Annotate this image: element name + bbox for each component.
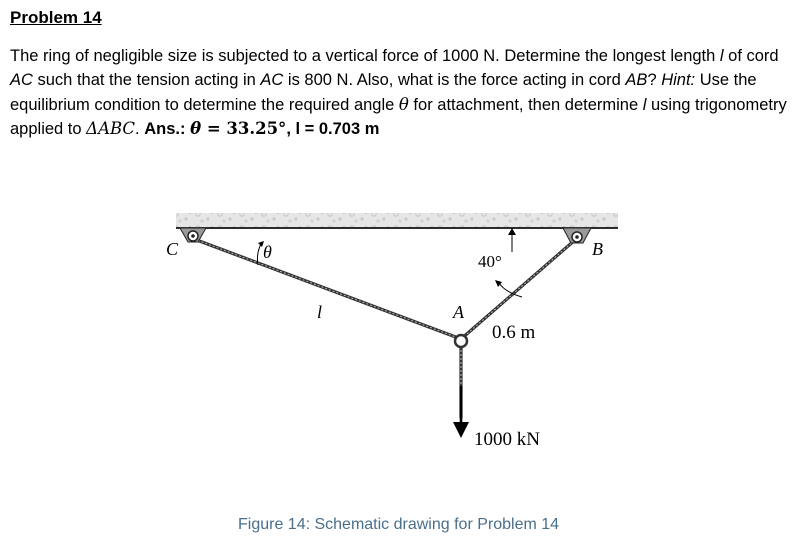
var-l: l: [642, 95, 647, 114]
text-segment: The ring of negligible size is subjected to a vertical force of 1000 N. Determine the longest length: [10, 47, 720, 65]
ring-cord-diagram: [150, 196, 630, 496]
var-theta: θ: [398, 94, 409, 114]
text-segment: for attachment, then determine: [408, 95, 643, 114]
ceiling-support: [176, 213, 618, 228]
text-segment: ?: [647, 71, 662, 90]
hint-label: Hint:: [661, 71, 696, 90]
var-ac: AC: [10, 71, 33, 90]
pin-c-center: [191, 234, 195, 238]
answer-theta-value: = 33.25°: [201, 118, 287, 138]
figure-caption: Figure 14: Schematic drawing for Problem 14: [238, 516, 560, 533]
problem-heading: Problem 14: [10, 8, 102, 27]
text-segment: Use the equilibrium condition to determine the required angle: [10, 71, 757, 114]
text-segment: using trigonometry applied to: [10, 95, 787, 138]
triangle-abc: ΔABC: [86, 118, 136, 138]
pin-b-center: [575, 235, 579, 239]
label-c: C: [166, 239, 179, 259]
ring-a: [455, 335, 467, 347]
label-length: 0.6 m: [492, 322, 536, 343]
var-l: l: [719, 47, 724, 65]
text-segment: of cord: [723, 47, 779, 65]
label-theta: θ: [263, 242, 272, 262]
label-angle: 40°: [478, 252, 502, 271]
label-b: B: [592, 239, 603, 259]
angle-40-ref-arrow: [508, 228, 516, 235]
label-a: A: [453, 302, 464, 322]
answer-theta: θ: [190, 118, 202, 138]
text-segment: is 800 N. Also, what is the force acting in cord: [283, 71, 626, 90]
label-l: l: [317, 302, 323, 322]
answer-label: Ans.:: [144, 119, 186, 138]
var-ab: AB: [625, 71, 648, 90]
text-segment: .: [135, 119, 145, 138]
label-force: 1000 kN: [474, 429, 540, 450]
answer-length: , l = 0.703 m: [286, 119, 380, 138]
var-ac: AC: [260, 71, 284, 90]
problem-statement: [10, 44, 800, 141]
force-arrow-head: [453, 422, 469, 438]
text-segment: such that the tension acting in: [32, 71, 261, 90]
